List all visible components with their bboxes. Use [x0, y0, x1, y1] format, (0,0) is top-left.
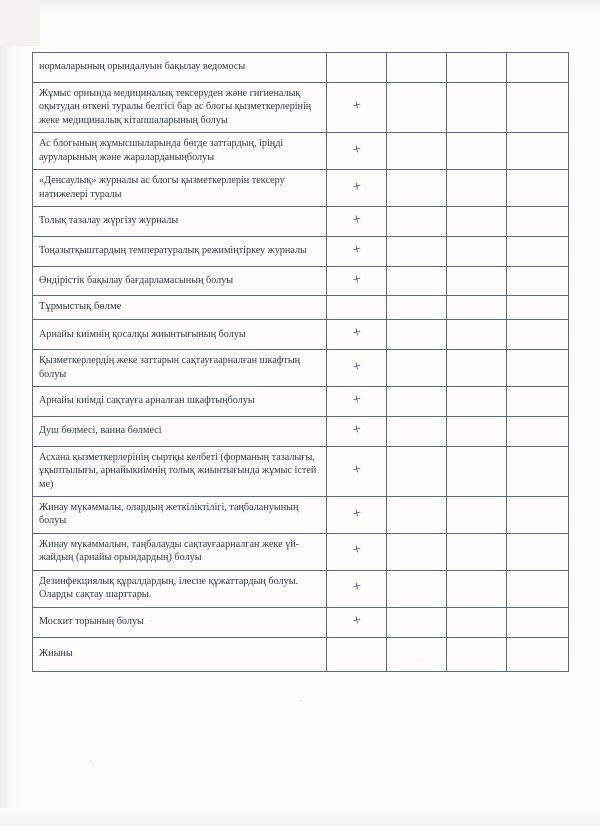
- row-mark-3: [447, 53, 507, 83]
- row-text: нормаларының орындалуын бақылау ведомосы: [33, 53, 327, 83]
- check-mark: +: [350, 611, 362, 630]
- row-text: Душ бөлмесі, ванна бөлмесі: [33, 416, 327, 446]
- table-row: [33, 533, 569, 570]
- row-text: Қызметкерлердің жеке заттарын сақтауғаарналған шкафтың болуы: [33, 350, 327, 387]
- row-text: «Денсаулық» журналы ас блогы қызметкерлерін тексеру нәтижелері туралы: [33, 170, 327, 207]
- table-row: [33, 133, 569, 170]
- row-mark-1: [327, 133, 387, 170]
- row-mark-4: [507, 387, 569, 417]
- row-mark-3: [447, 133, 507, 170]
- row-text: Толық тазалау жүргізу журналы: [33, 206, 327, 236]
- check-mark: +: [350, 420, 362, 439]
- row-text: Арнайы киімді сақтауға арналған шкафтыңболуы: [33, 387, 327, 417]
- row-mark-2: [387, 133, 447, 170]
- row-mark-2: [387, 266, 447, 296]
- row-mark-1: [327, 236, 387, 266]
- row-mark-2: [387, 446, 447, 496]
- row-mark-3: [447, 350, 507, 387]
- scan-speck: [90, 760, 92, 762]
- row-mark-4: [507, 350, 569, 387]
- row-mark-1: [327, 170, 387, 207]
- total-mark-2: [387, 637, 447, 671]
- row-mark-1: [327, 82, 387, 132]
- row-text: Тоңазытқыштардың температуралық режиміңтіркеу журналы: [33, 236, 327, 266]
- row-mark-3: [447, 387, 507, 417]
- table-row: [33, 266, 569, 296]
- row-text: Асхана қызметкерлерінің сыртқы келбеті (форманың тазалығы, ұқыптылығы, арнайыкиімнің толық жиынтығында жұмыс істей ме): [33, 446, 327, 496]
- total-mark-3: [447, 637, 507, 671]
- table-row: [33, 53, 569, 83]
- row-mark-3: [447, 266, 507, 296]
- row-mark-4: [507, 416, 569, 446]
- row-mark-4: [507, 236, 569, 266]
- row-mark-2: [387, 53, 447, 83]
- check-mark: +: [350, 177, 362, 196]
- row-mark-2: [387, 206, 447, 236]
- scan-edge-left: [0, 0, 22, 826]
- row-mark-4: [507, 170, 569, 207]
- row-mark-1: [327, 320, 387, 350]
- section-label: Тұрмыстық бөлме: [33, 296, 327, 320]
- row-mark-2: [387, 82, 447, 132]
- row-text: Жинау мүкәммалын, таңбалауды сақтауғаарналган жеке үй-жайдың (арнайы орындардың) болуы: [33, 533, 327, 570]
- row-mark-1: [327, 53, 387, 83]
- row-mark-1: [327, 446, 387, 496]
- table-row: [33, 350, 569, 387]
- row-mark-3: [447, 82, 507, 132]
- row-mark-4: [507, 607, 569, 637]
- row-mark-2: [387, 320, 447, 350]
- check-mark: +: [350, 324, 362, 343]
- table-row: [33, 446, 569, 496]
- row-mark-3: [447, 533, 507, 570]
- check-mark: +: [350, 240, 362, 259]
- total-label: Жиыны: [33, 637, 327, 671]
- row-mark-1: [327, 496, 387, 533]
- inspection-checklist-table: [32, 52, 569, 672]
- check-mark: +: [350, 391, 362, 409]
- row-mark-4: [507, 320, 569, 350]
- row-mark-1: [327, 387, 387, 417]
- row-mark-2: [387, 416, 447, 446]
- table-row: [33, 236, 569, 266]
- check-mark: +: [350, 541, 362, 560]
- row-mark-4: [507, 533, 569, 570]
- scan-edge-top: [0, 0, 600, 14]
- table-row: [33, 82, 569, 132]
- table-row: [33, 570, 569, 607]
- check-mark: +: [350, 460, 362, 479]
- scan-edge-bottom: [0, 808, 600, 826]
- row-mark-3: [447, 236, 507, 266]
- row-mark-4: [507, 82, 569, 132]
- row-mark-3: [447, 416, 507, 446]
- row-text: Жұмыс орнында медициналық тексеруден және гигиеналық оқытудан өткені туралы белгісі бар ас блогы қызметкерлерінің жеке медициналық кітапшаларының болуы: [33, 82, 327, 132]
- row-mark-2: [387, 533, 447, 570]
- row-mark-2: [387, 387, 447, 417]
- row-text: Ас блогының жұмысшыларында бөгде заттардың, іріңді ауруларының және жараларданыңболуы: [33, 133, 327, 170]
- row-mark-1: [327, 416, 387, 446]
- table-row: [33, 416, 569, 446]
- row-mark-2: [387, 170, 447, 207]
- row-mark-3: [447, 496, 507, 533]
- row-mark-4: [507, 496, 569, 533]
- row-mark-4: [507, 53, 569, 83]
- row-mark-1: [327, 296, 387, 320]
- scan-corner-shadow: [0, 0, 40, 46]
- table-section-row: [33, 296, 569, 320]
- table-total-row: [33, 637, 569, 671]
- row-mark-4: [507, 570, 569, 607]
- row-mark-4: [507, 296, 569, 320]
- row-mark-3: [447, 170, 507, 207]
- table-row: [33, 496, 569, 533]
- row-mark-2: [387, 350, 447, 387]
- row-mark-3: [447, 446, 507, 496]
- check-mark: +: [350, 97, 362, 116]
- row-mark-3: [447, 296, 507, 320]
- row-mark-1: [327, 607, 387, 637]
- row-mark-4: [507, 446, 569, 496]
- check-mark: +: [350, 578, 362, 597]
- row-mark-2: [387, 570, 447, 607]
- row-mark-2: [387, 607, 447, 637]
- check-mark: +: [350, 357, 362, 376]
- row-mark-1: [327, 570, 387, 607]
- table-body: [33, 53, 569, 672]
- check-mark: +: [350, 140, 362, 159]
- row-mark-2: [387, 296, 447, 320]
- table-row: [33, 170, 569, 207]
- table-row: [33, 320, 569, 350]
- row-mark-3: [447, 320, 507, 350]
- scan-speck: [300, 700, 302, 702]
- total-mark-1: [327, 637, 387, 671]
- row-mark-1: [327, 266, 387, 296]
- check-mark: +: [350, 504, 362, 523]
- table-row: [33, 387, 569, 417]
- row-mark-4: [507, 206, 569, 236]
- row-mark-3: [447, 607, 507, 637]
- row-mark-4: [507, 266, 569, 296]
- row-text: Өндірістік бақылау бағдарламасының болуы: [33, 266, 327, 296]
- table-row: [33, 206, 569, 236]
- row-mark-1: [327, 533, 387, 570]
- check-mark: +: [350, 211, 362, 229]
- row-mark-1: [327, 350, 387, 387]
- row-text: Москит торының болуы: [33, 607, 327, 637]
- row-mark-1: [327, 206, 387, 236]
- row-mark-2: [387, 496, 447, 533]
- row-mark-3: [447, 570, 507, 607]
- row-text: Арнайы киімнің қосалқы жиынтығының болуы: [33, 320, 327, 350]
- row-mark-4: [507, 133, 569, 170]
- check-mark: +: [350, 270, 362, 289]
- row-text: Дезинфекциялық құралдардың, ілеспе құжаттардың болуы. Оларды сақтау шарттары.: [33, 570, 327, 607]
- row-text: Жинау мүкәммалы, олардың жеткіліктілігі, таңбалануының болуы: [33, 496, 327, 533]
- row-mark-2: [387, 236, 447, 266]
- table-row: [33, 607, 569, 637]
- total-mark-4: [507, 637, 569, 671]
- row-mark-3: [447, 206, 507, 236]
